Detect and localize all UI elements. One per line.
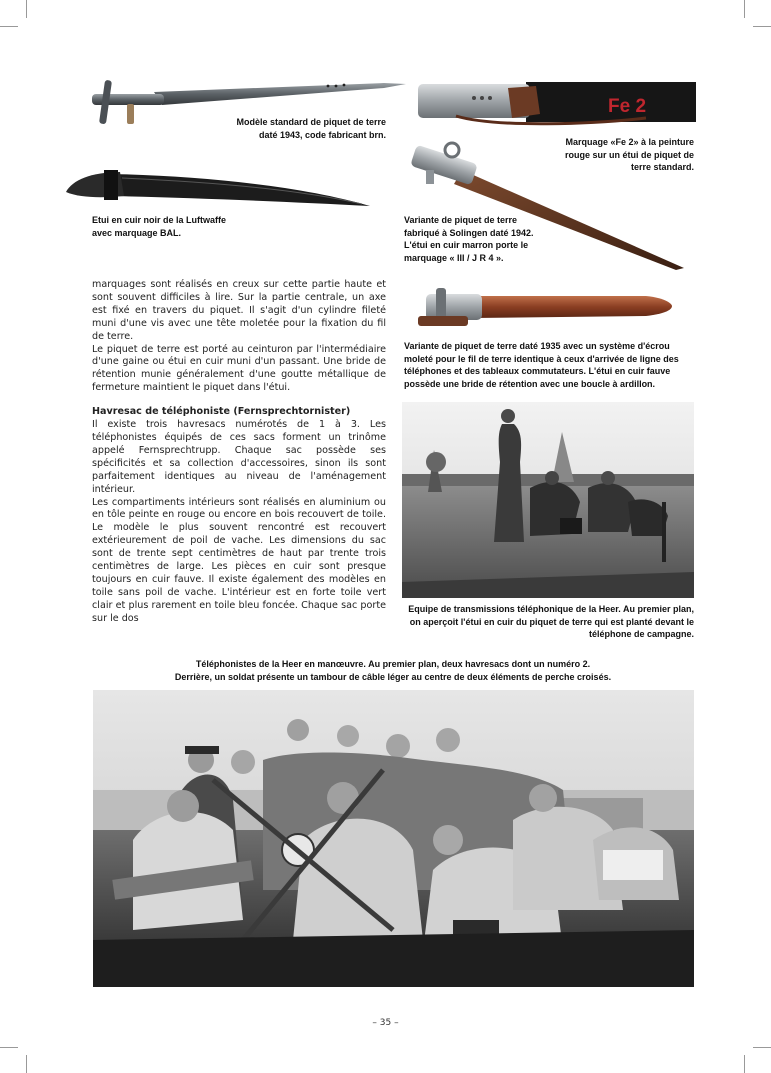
crop-mark [753,26,771,27]
page-number: – 35 – [372,1018,399,1028]
crop-mark [26,1055,27,1073]
section-heading: Havresac de téléphoniste (Fernsprechtornister) [92,406,351,418]
crop-mark [26,0,27,18]
crop-mark [744,0,745,18]
crop-mark [744,1055,745,1073]
crop-mark [753,1047,771,1048]
paragraph: Les compartiments intérieurs sont réalisés en aluminium ou en tôle peinte en rouge ou encore en bois recouvert de toile. Le modèle le plus souvent rencontré est recouvert extérieurement de poil de vache. Les dimensions du sac sont de trente sept centimètres de haut par trente trois centimètres de large. Les pièces en cuir sont presque toujours en cuir fauve. Il existe également des modèles en toile sans poil de vache. L'intérieur est en forte toile vert clair et plus rarement en toile bleu foncée. Chaque sac porte sur le dos [92,496,386,624]
field-telephone-team-photo [402,402,694,598]
caption-luftwaffe-sheath: Etui en cuir noir de la Luftwaffe avec marquage BAL. [92,215,227,238]
crop-mark [0,26,18,27]
caption-ground-stake-1943: Modèle standard de piquet de terre daté 1943, code fabricant brn. [236,117,386,140]
telephonists-group-photo [93,690,694,987]
sheath-fe2-photo [416,78,696,128]
paragraph: Le piquet de terre est porté au ceinturon par l'intermédiaire d'une gaine ou étui en cuir muni d'un passant. Une bride de rétention munie généralement d'une goutte métallique de fermeture maintient le piquet dans l'étui. [92,343,386,394]
crop-mark [0,1047,18,1048]
body-text [92,279,386,626]
paragraph: marquages sont réalisés en creux sur cette partie haute et sont souvent difficiles à lire. Sur la partie centrale, un axe est fixé en travers du piquet. Il s'agit d'un cylindre fileté muni d'une vis avec une tête moletée pour la fixation du fil de terre. [92,279,386,342]
caption-solingen-stake: Variante de piquet de terre fabriqué à Solingen daté 1942. L'étui en cuir marron porte le marquage « III / J R 4 ». [404,215,534,263]
fe2-marking: Fe 2 [608,96,647,117]
caption-stake-1935: Variante de piquet de terre daté 1935 avec un système d'écrou moleté pour le fil de terre identique à ceux d'arrivée de ligne des téléphones et des tableaux commutateurs. L'étui en cuir fauve possède une bride de rétention avec une boucle à ardillon. [404,341,679,389]
caption-fe2-marking: Marquage «Fe 2» à la peinture rouge sur un étui de piquet de terre standard. [564,137,694,172]
caption-telephonists-group: Téléphonistes de la Heer en manœuvre. Au premier plan, deux havresacs dont un numéro 2. Derrière, un soldat présente un tambour de câble léger au centre de deux éléments de perche croisés. [174,659,612,682]
caption-field-telephone-team: Equipe de transmissions téléphonique de la Heer. Au premier plan, on aperçoit l'étui en cuir du piquet de terre qui est planté devant le téléphone de campagne. [408,604,694,639]
paragraph: Il existe trois havresacs numérotés de 1 à 3. Les téléphonistes équipés de ces sacs forment un trinôme appelé Fernsprechtrupp. Chaque sac possède ses spécificités et sa collection d'accessoires, sinon ils sont parfaitement identiques au niveau de l'aménagement intérieur. [92,419,386,495]
luftwaffe-sheath-photo [62,162,372,210]
stake-1935-photo [416,286,674,330]
